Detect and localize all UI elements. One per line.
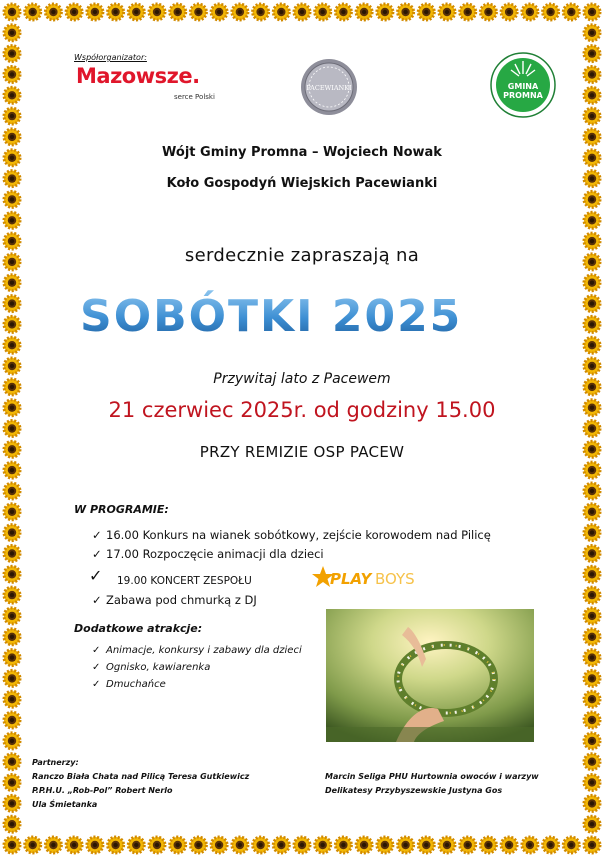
sunflower-icon (253, 4, 269, 20)
sunflower-icon (4, 4, 20, 20)
sunflower-icon (584, 546, 600, 562)
extras-item-text: Dmuchańce (106, 679, 166, 690)
sunflower-icon (4, 775, 20, 791)
sunflower-icon (4, 212, 20, 228)
sunflower-icon (128, 837, 144, 853)
sunflower-icon (4, 691, 20, 707)
sunflower-icon (584, 775, 600, 791)
program-item (92, 528, 491, 542)
sunflower-icon (170, 4, 186, 20)
playboys-boys: BOYS (375, 570, 415, 588)
sunflower-icon (4, 587, 20, 603)
sunflower-icon (108, 837, 124, 853)
sunflower-icon (584, 316, 600, 332)
sunflower-icon (4, 754, 20, 770)
partner-left: Ula Śmietanka (32, 800, 98, 809)
sunflower-icon (232, 837, 248, 853)
program-item-text: Zabawa pod chmurką z DJ (106, 593, 257, 607)
sunflower-icon (294, 4, 310, 20)
partner-right: Marcin Seliga PHU Hurtownia owoców i warzyw (325, 772, 539, 781)
sunflower-icon (315, 4, 331, 20)
sunflower-icon (563, 4, 579, 20)
sunflower-icon (45, 837, 61, 853)
partner-right: Delikatesy Przybyszewskie Justyna Gos (325, 786, 503, 795)
extras-item (92, 679, 166, 690)
mazowsze-tagline: serce Polski (174, 93, 215, 101)
event-title (80, 285, 480, 347)
sunflower-icon (4, 421, 20, 437)
sunflower-icon (149, 4, 165, 20)
sunflower-icon (108, 4, 124, 20)
pacewianki-logo-text: PACEWIANKI (306, 84, 352, 92)
extras-item-text: Ognisko, kawiarenka (106, 662, 211, 673)
sunflower-icon (418, 837, 434, 853)
sunflower-icon (273, 837, 289, 853)
sunflower-icon (584, 67, 600, 83)
sunflower-icon (4, 191, 20, 207)
sunflower-icon (4, 108, 20, 124)
sunflower-icon (4, 816, 20, 832)
sunflower-icon (253, 837, 269, 853)
organizer-line-2: Koło Gospodyń Wiejskich Pacewianki (166, 176, 438, 191)
sunflower-icon (584, 87, 600, 103)
sunflower-icon (315, 837, 331, 853)
wreath-photo (326, 609, 534, 742)
sunflower-icon (4, 462, 20, 478)
sunflower-icon (170, 837, 186, 853)
sunflower-icon (584, 754, 600, 770)
organizer-line-1: Wójt Gminy Promna – Wojciech Nowak (162, 145, 442, 160)
sunflower-icon (377, 4, 393, 20)
sunflower-icon (584, 525, 600, 541)
sunflower-icon (584, 25, 600, 41)
sunflower-icon (584, 650, 600, 666)
sunflower-icon (45, 4, 61, 20)
extras-item (92, 645, 302, 656)
program-item-text: 19.00 KONCERT ZESPOŁU (117, 575, 252, 587)
sunflower-icon (501, 4, 517, 20)
sunflower-icon (480, 837, 496, 853)
sunflower-icon (4, 733, 20, 749)
sunflower-icon (584, 296, 600, 312)
slogan: Przywitaj lato z Pacewem (213, 371, 391, 387)
sunflower-icon (335, 4, 351, 20)
sunflower-icon (25, 837, 41, 853)
sunflower-icon (4, 629, 20, 645)
sunflower-icon (584, 504, 600, 520)
sunflower-icon (584, 629, 600, 645)
sunflower-icon (584, 670, 600, 686)
sunflower-icon (66, 4, 82, 20)
sunflower-icon (4, 837, 20, 853)
playboys-play: PLAY (330, 570, 372, 588)
check-icon: ✓ (92, 645, 101, 656)
sunflower-icon (211, 837, 227, 853)
gmina-promna-logo (489, 52, 557, 118)
sunflower-icon (584, 691, 600, 707)
sunflower-icon (543, 4, 559, 20)
sunflower-icon (211, 4, 227, 20)
sunflower-icon (4, 504, 20, 520)
sunflower-icon (398, 837, 414, 853)
sunflower-icon (584, 212, 600, 228)
sunflower-icon (4, 67, 20, 83)
sunflower-icon (480, 4, 496, 20)
program-item (92, 593, 257, 607)
sunflower-icon (4, 670, 20, 686)
sunflower-icon (543, 837, 559, 853)
sunflower-icon (4, 316, 20, 332)
sunflower-icon (584, 337, 600, 353)
sunflower-icon (501, 837, 517, 853)
partners-heading: Partnerzy: (32, 758, 79, 767)
sunflower-icon (25, 4, 41, 20)
sunflower-icon (4, 525, 20, 541)
sunflower-icon (4, 337, 20, 353)
event-place: PRZY REMIZIE OSP PACEW (199, 443, 405, 461)
sunflower-icon (584, 837, 600, 853)
sunflower-icon (4, 608, 20, 624)
sunflower-icon (87, 837, 103, 853)
sunflower-icon (4, 46, 20, 62)
sunflower-icon (418, 4, 434, 20)
sunflower-icon (4, 566, 20, 582)
sunflower-icon (4, 296, 20, 312)
check-icon: ✓ (92, 547, 102, 561)
sunflower-icon (584, 608, 600, 624)
sunflower-icon (190, 4, 206, 20)
coorganizer-label: Współorganizator: (74, 53, 147, 62)
sunflower-icon (584, 462, 600, 478)
pacewianki-logo (298, 57, 360, 117)
sunflower-icon (4, 650, 20, 666)
sunflower-icon (439, 837, 455, 853)
extras-heading: Dodatkowe atrakcje: (74, 622, 203, 635)
sunflower-icon (584, 4, 600, 20)
sunflower-icon (584, 483, 600, 499)
sunflower-icon (584, 421, 600, 437)
sunflower-icon (87, 4, 103, 20)
program-heading: W PROGRAMIE: (74, 503, 169, 516)
sunflower-icon (232, 4, 248, 20)
check-icon: ✓ (92, 593, 102, 607)
sunflower-icon (584, 816, 600, 832)
partner-left: P.P.H.U. „Rob-Pol” Robert Nerlo (32, 786, 173, 795)
program-item (92, 547, 324, 561)
sunflower-icon (584, 191, 600, 207)
sunflower-icon (4, 483, 20, 499)
event-date: 21 czerwiec 2025r. od godziny 15.00 (108, 398, 496, 422)
program-item-text: 16.00 Konkurs na wianek sobótkowy, zejście korowodem nad Pilicę (106, 528, 491, 542)
check-icon: ✓ (92, 679, 101, 690)
invite-text: serdecznie zapraszają na (184, 245, 420, 266)
event-title-text: SOBÓTKI 2025 (80, 291, 463, 342)
sunflower-icon (460, 837, 476, 853)
extras-item (92, 662, 210, 673)
sunflower-icon (522, 4, 538, 20)
sunflower-icon (4, 275, 20, 291)
sunflower-icon (584, 712, 600, 728)
check-icon: ✓ (92, 662, 101, 673)
program-item (89, 566, 252, 588)
sunflower-icon (584, 733, 600, 749)
sunflower-icon (563, 837, 579, 853)
sunflower-icon (4, 25, 20, 41)
sunflower-icon (66, 837, 82, 853)
gmina-logo-top-text: GMINA (507, 82, 539, 91)
sunflower-icon (4, 87, 20, 103)
program-item-text: 17.00 Rozpoczęcie animacji dla dzieci (106, 547, 324, 561)
sunflower-icon (584, 275, 600, 291)
sunflower-icon (273, 4, 289, 20)
mazowsze-wordmark: Mazowsze. (76, 64, 200, 88)
sunflower-icon (128, 4, 144, 20)
sunflower-icon (522, 837, 538, 853)
gmina-logo-bottom-text: PROMNA (503, 91, 543, 100)
extras-item-text: Animacje, konkursy i zabawy dla dzieci (106, 645, 302, 656)
sunflower-icon (4, 712, 20, 728)
sunflower-icon (584, 108, 600, 124)
partner-left: Ranczo Biała Chata nad Pilicą Teresa Gutkiewicz (32, 772, 250, 781)
sunflower-icon (356, 837, 372, 853)
check-icon: ✓ (89, 566, 103, 585)
mazowsze-logo (76, 64, 226, 104)
sunflower-icon (584, 795, 600, 811)
sunflower-icon (149, 837, 165, 853)
sunflower-icon (294, 837, 310, 853)
sunflower-icon (4, 546, 20, 562)
check-icon: ✓ (92, 528, 102, 542)
sunflower-icon (439, 4, 455, 20)
sunflower-icon (4, 795, 20, 811)
sunflower-icon (190, 837, 206, 853)
sunflower-icon (460, 4, 476, 20)
sunflower-icon (4, 129, 20, 145)
sunflower-icon (335, 837, 351, 853)
sunflower-icon (584, 129, 600, 145)
playboys-band-logo (312, 566, 422, 590)
sunflower-icon (584, 587, 600, 603)
sunflower-icon (377, 837, 393, 853)
sunflower-icon (398, 4, 414, 20)
sunflower-icon (584, 46, 600, 62)
sunflower-icon (584, 566, 600, 582)
sunflower-icon (356, 4, 372, 20)
